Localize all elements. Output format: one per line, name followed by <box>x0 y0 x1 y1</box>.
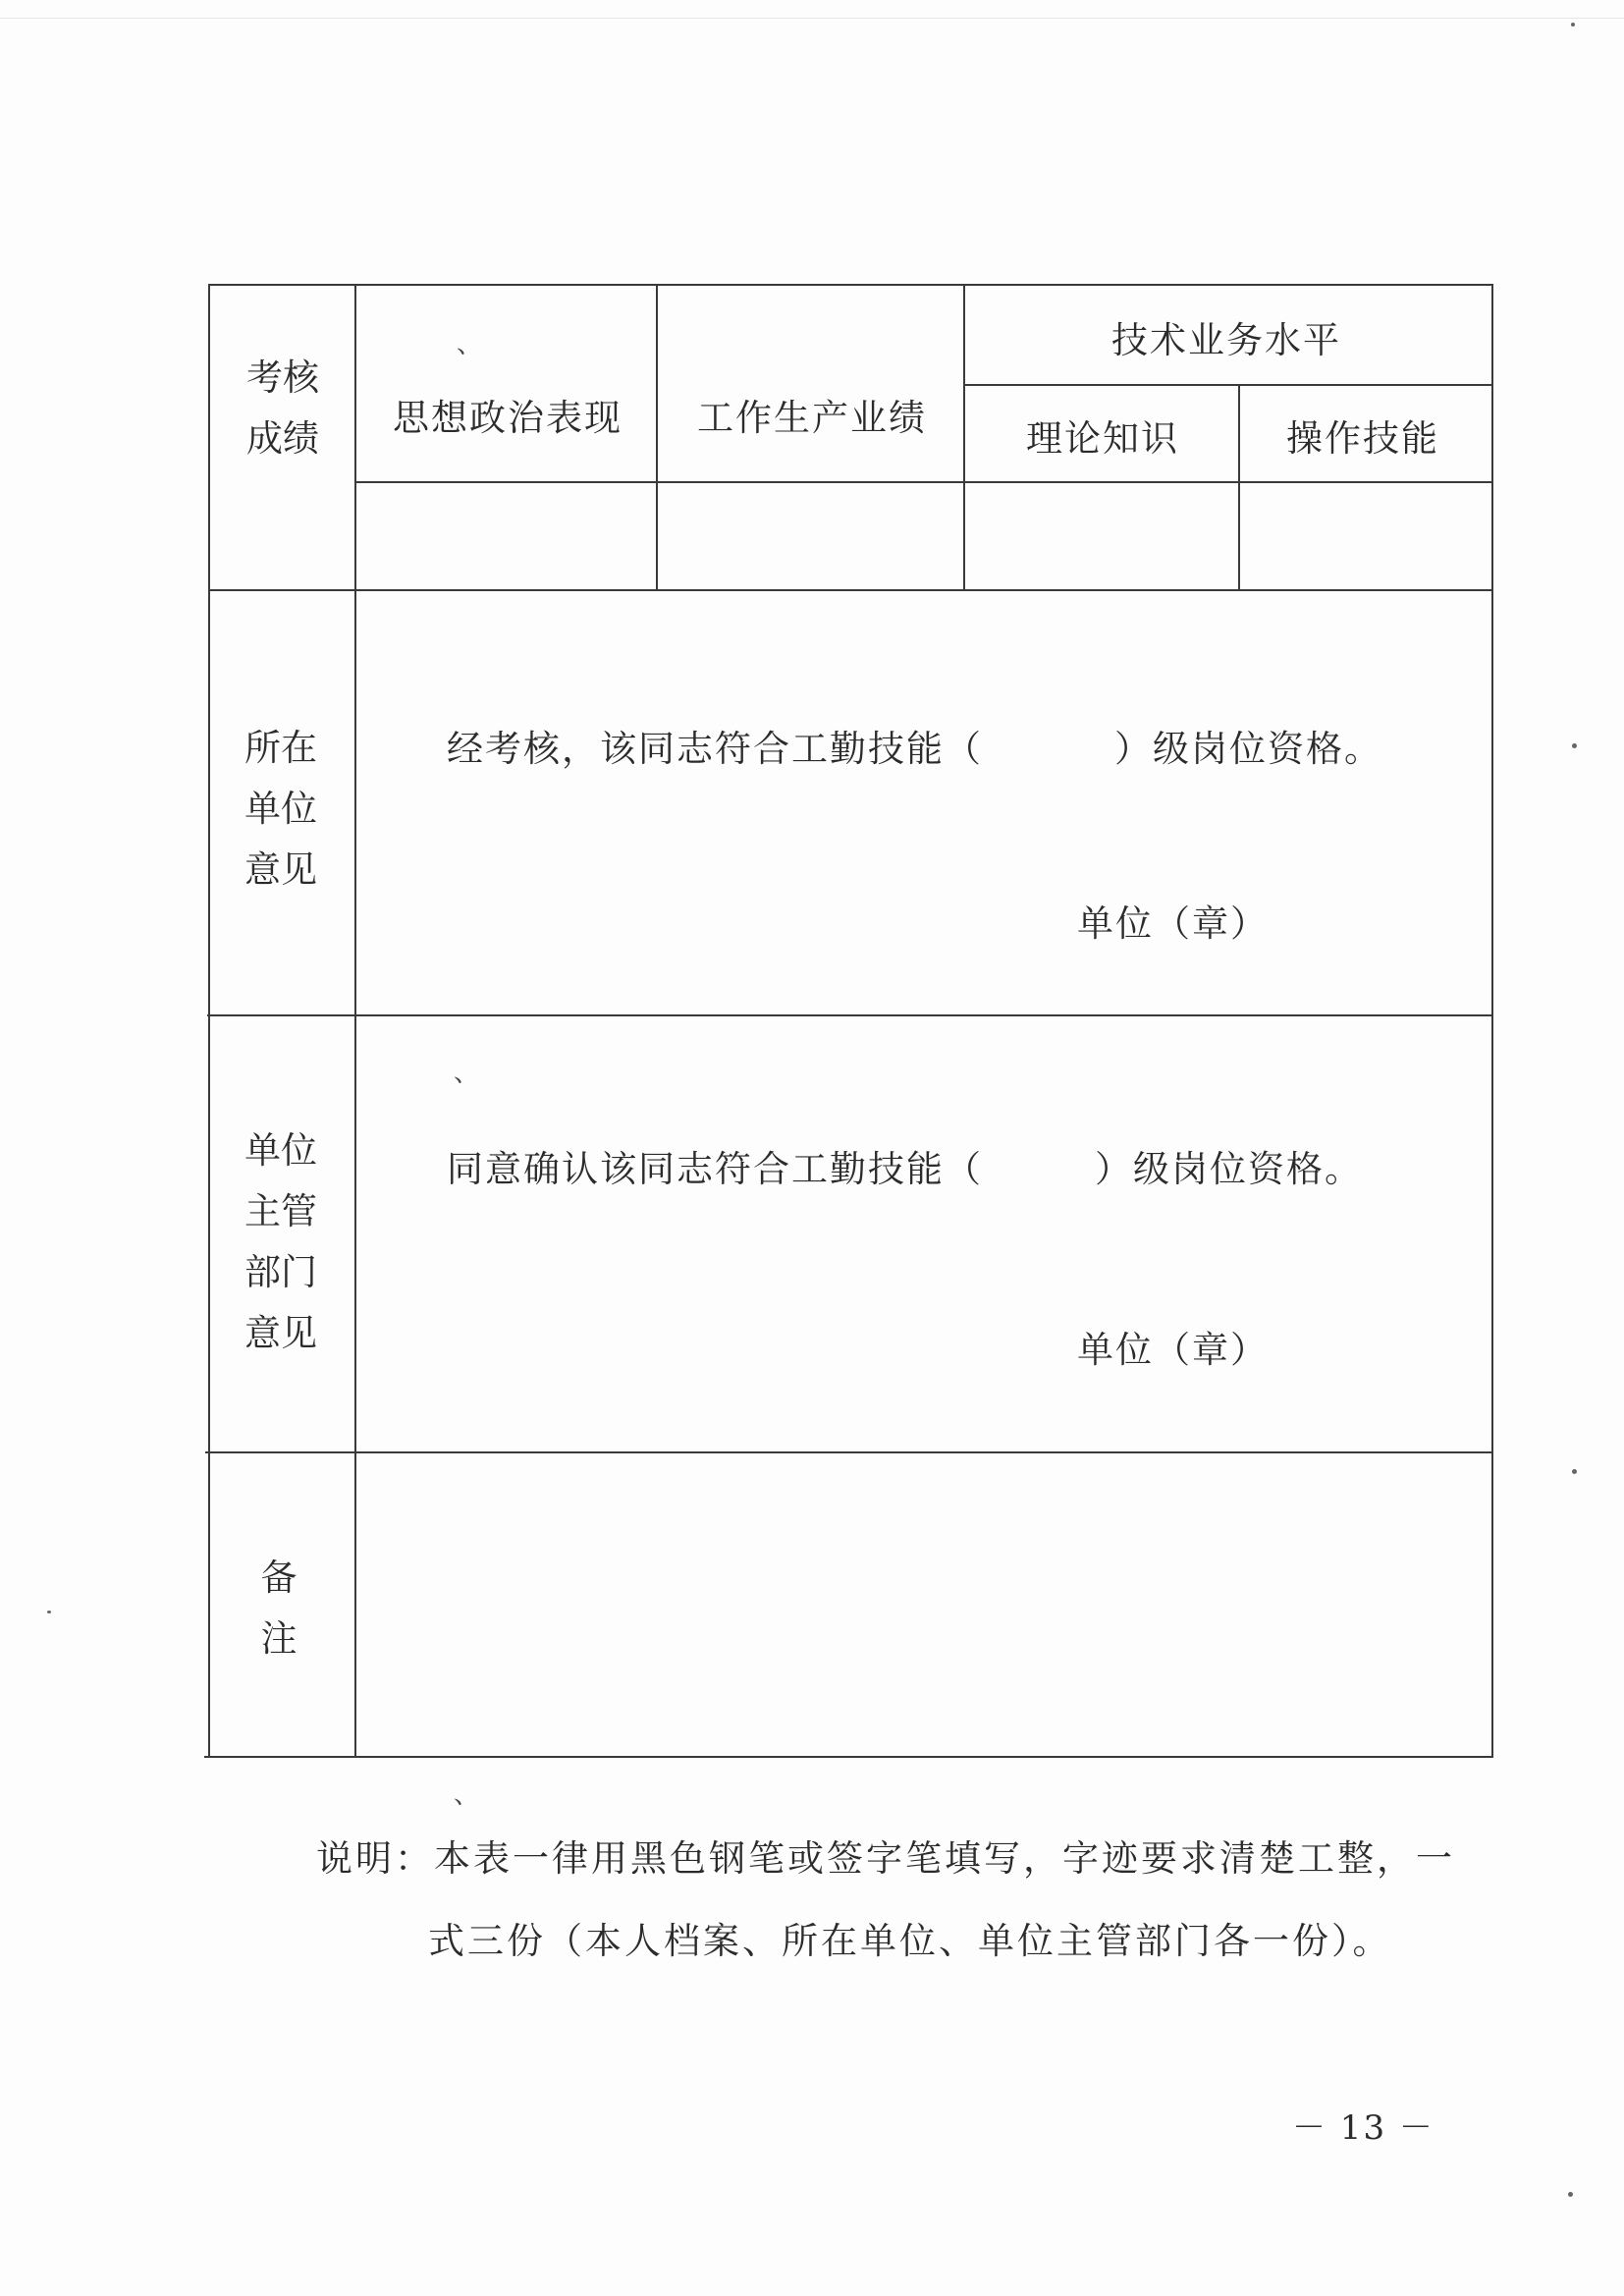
unit-seal-label: 单位（章） <box>1077 902 1269 945</box>
unit-opinion-label-line: 所在 <box>244 727 317 769</box>
unit-opinion-label-line: 单位 <box>244 788 317 830</box>
table-border-bottom <box>204 1756 1493 1758</box>
table-line-tech-split <box>965 384 1493 386</box>
assessment-label-line: 考核 <box>246 356 319 399</box>
table-line-unit-bottom <box>207 1014 1493 1016</box>
dept-seal-label: 单位（章） <box>1077 1329 1269 1371</box>
scan-mark: 、 <box>457 330 483 359</box>
assessment-label <box>244 348 322 469</box>
unit-opinion-statement-prefix: 经考核，该同志符合工勤技能（ <box>447 728 983 770</box>
table-border-top <box>209 284 1493 286</box>
unit-opinion-label-line: 意见 <box>244 848 317 891</box>
col-production-header: 工作生产业绩 <box>697 397 927 439</box>
table-line-label-col <box>354 284 356 1758</box>
dept-opinion-label-line: 单位 <box>244 1129 317 1172</box>
unit-opinion-statement-suffix: ）级岗位资格。 <box>1114 728 1382 770</box>
table-border-left <box>208 284 210 1758</box>
col-theory-header: 理论知识 <box>1026 417 1179 460</box>
note-line-1: 说明：本表一律用黑色钢笔或签字笔填写，字迹要求清楚工整，一 <box>316 1837 1455 1880</box>
scan-mark: 、 <box>454 1059 480 1088</box>
dept-opinion-label-line: 部门 <box>244 1251 317 1293</box>
scan-speck <box>1568 2192 1573 2197</box>
remarks-label-line: 备 <box>260 1557 298 1599</box>
unit-grade-blank[interactable] <box>972 725 1110 772</box>
dept-grade-blank[interactable] <box>972 1145 1090 1192</box>
remarks-label-line: 注 <box>260 1617 298 1660</box>
table-line-col3 <box>963 284 965 590</box>
col-tech-group-header: 技术业务水平 <box>1111 319 1341 361</box>
dept-opinion-label-line: 意见 <box>244 1312 317 1354</box>
dept-opinion-label-line: 主管 <box>244 1190 317 1232</box>
dept-opinion-statement-prefix: 同意确认该同志符合工勤技能（ <box>447 1148 983 1190</box>
table-line-col4 <box>1238 384 1240 590</box>
scan-speck <box>1572 1469 1577 1474</box>
col-skill-header: 操作技能 <box>1286 417 1439 460</box>
table-line-header-bottom <box>356 481 1493 483</box>
dept-opinion-label <box>242 1121 320 1364</box>
assessment-label-line: 成绩 <box>246 417 319 460</box>
col-politics-header: 思想政治表现 <box>393 397 623 439</box>
remarks-cell[interactable] <box>357 1454 1490 1755</box>
scan-speck <box>47 1611 51 1613</box>
unit-opinion-label <box>242 718 320 901</box>
table-line-col2 <box>656 284 658 590</box>
remarks-label <box>240 1548 318 1669</box>
skill-score-cell[interactable] <box>1241 484 1490 588</box>
scan-speck <box>1571 23 1575 27</box>
dept-opinion-statement-suffix: ）级岗位资格。 <box>1095 1148 1363 1190</box>
table-border-right <box>1491 284 1493 1758</box>
top-scan-edge <box>0 18 1624 19</box>
scan-mark: 、 <box>454 1780 480 1810</box>
scan-speck <box>1572 743 1577 748</box>
production-score-cell[interactable] <box>659 484 962 588</box>
theory-score-cell[interactable] <box>966 484 1237 588</box>
note-line-2: 式三份（本人档案、所在单位、单位主管部门各一份）。 <box>428 1920 1392 1962</box>
politics-score-cell[interactable] <box>357 484 655 588</box>
table-line-assessment-bottom <box>209 589 1493 591</box>
page-number: － 13 － <box>1292 2108 1435 2148</box>
table-line-dept-bottom <box>205 1451 1493 1453</box>
